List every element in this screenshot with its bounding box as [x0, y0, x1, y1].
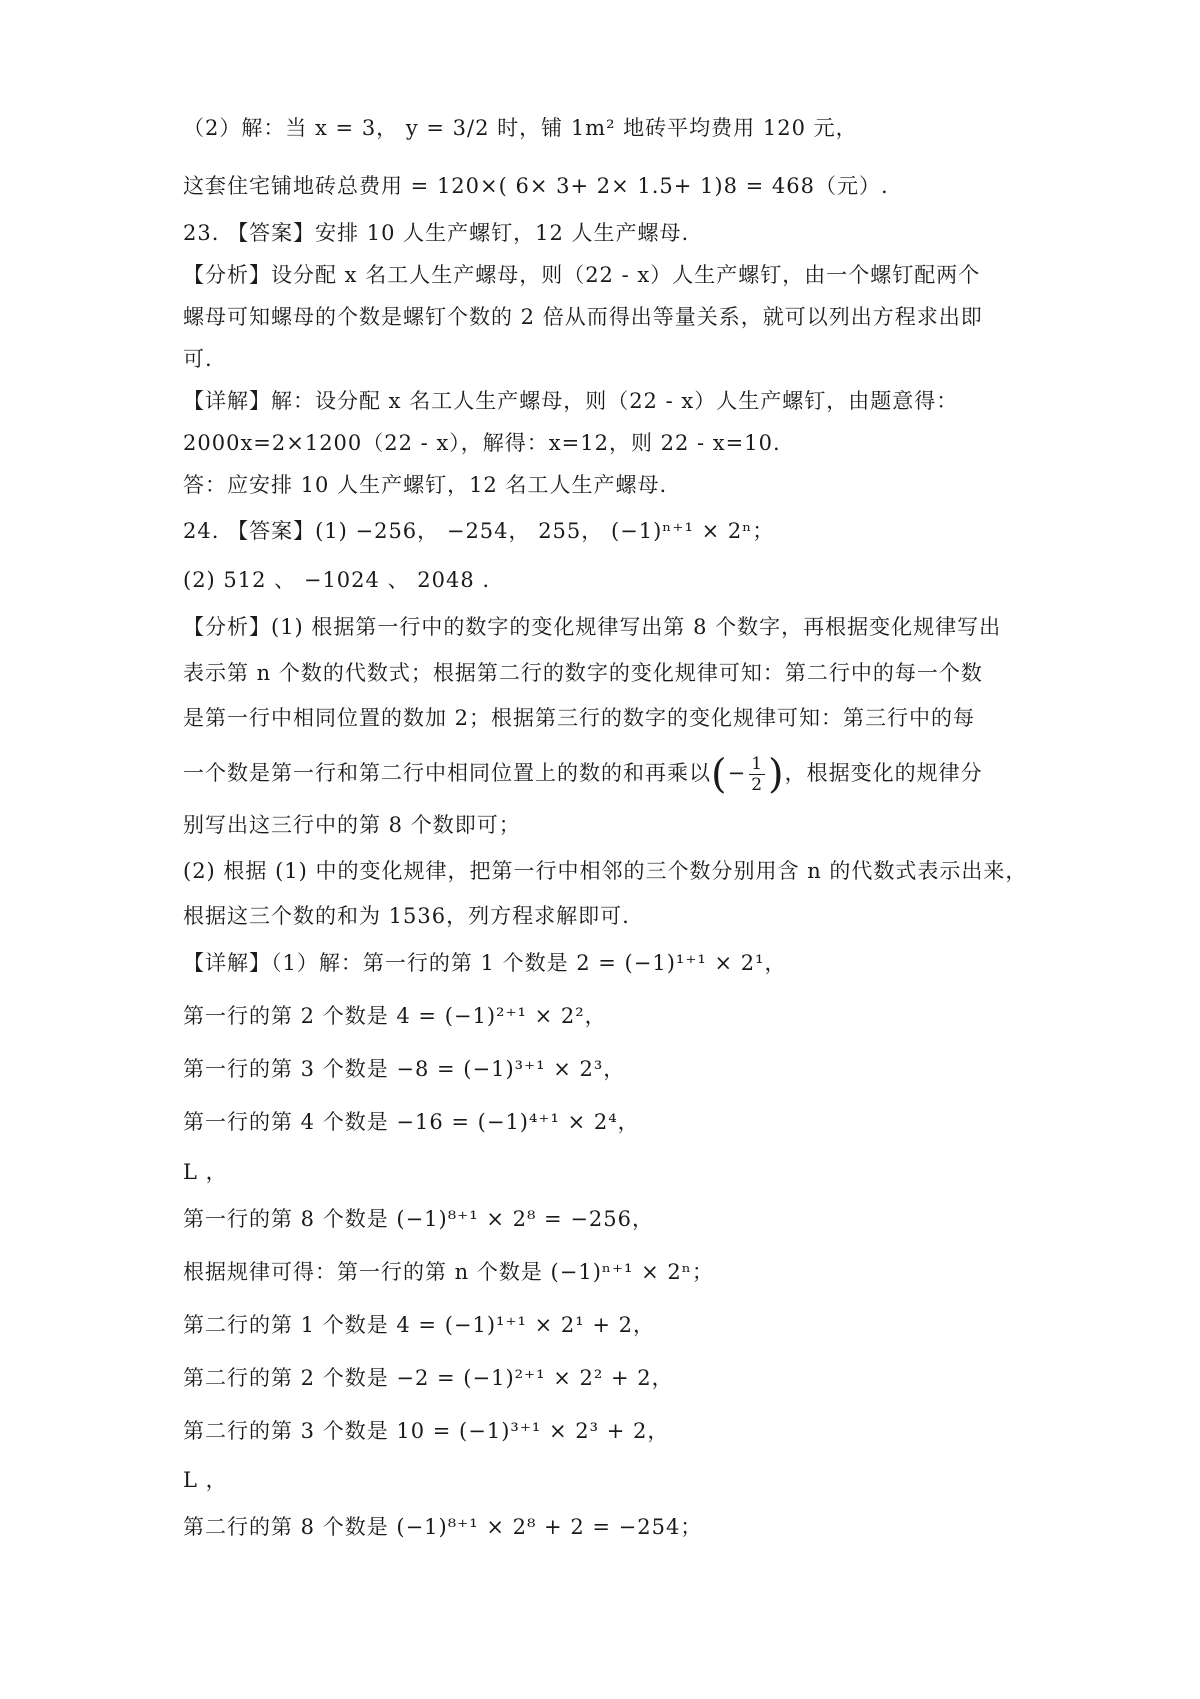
text-line: L ， — [183, 1160, 228, 1184]
text-line: 第一行的第 3 个数是 −8 = (−1)³⁺¹ × 2³， — [183, 1057, 626, 1081]
text-line: 第一行的第 4 个数是 −16 = (−1)⁴⁺¹ × 2⁴， — [183, 1110, 640, 1134]
fraction-one-half — [749, 754, 765, 795]
text-line: 可. — [183, 347, 213, 371]
text-line: 【详解】（1）解：第一行的第 1 个数是 2 = (−1)¹⁺¹ × 2¹， — [183, 951, 787, 975]
text-segment: ，根据变化的规律分 — [784, 761, 983, 785]
text-line: L ， — [183, 1468, 228, 1492]
text-line: 别写出这三行中的第 8 个数即可； — [183, 813, 521, 837]
text-line: (2) 根据 (1) 中的变化规律，把第一行中相邻的三个数分别用含 n 的代数式表示出来， — [183, 859, 1028, 883]
text-line: 第二行的第 1 个数是 4 = (−1)¹⁺¹ × 2¹ + 2， — [183, 1313, 655, 1337]
text-line: 【分析】(1) 根据第一行中的数字的变化规律写出第 8 个数字，再根据变化规律写出 — [183, 615, 1002, 639]
text-line: 这套住宅铺地砖总费用 = 120×( 6× 3+ 2× 1.5+ 1)8 = 468（元）. — [183, 174, 889, 198]
text-line: 表示第 n 个数的代数式；根据第二行的数字的变化规律可知：第二行中的每一个数 — [183, 661, 983, 685]
text-segment: 一个数是第一行和第二行中相同位置上的数的和再乘以 — [183, 761, 711, 785]
minus-sign: − — [727, 761, 747, 785]
text-line: 根据规律可得：第一行的第 n 个数是 (−1)ⁿ⁺¹ × 2ⁿ； — [183, 1260, 714, 1284]
text-line: 第二行的第 8 个数是 (−1)⁸⁺¹ × 2⁸ + 2 = −254； — [183, 1515, 703, 1539]
text-line: 第二行的第 2 个数是 −2 = (−1)²⁺¹ × 2² + 2， — [183, 1366, 674, 1390]
numerator: 1 — [751, 754, 764, 774]
text-line: 第一行的第 8 个数是 (−1)⁸⁺¹ × 2⁸ = −256， — [183, 1207, 654, 1231]
text-line: 答：应安排 10 人生产螺钉，12 名工人生产螺母. — [183, 473, 668, 497]
denominator: 2 — [751, 775, 764, 795]
text-line: 23. 【答案】安排 10 人生产螺钉，12 人生产螺母. — [183, 221, 690, 245]
text-line: 是第一行中相同位置的数加 2；根据第三行的数字的变化规律可知：第三行中的每 — [183, 706, 976, 730]
text-line: （2）解：当 x = 3， y = 3/2 时，铺 1m² 地砖平均费用 120 元， — [183, 116, 858, 140]
text-line: 【详解】解：设分配 x 名工人生产螺母，则（22 - x）人生产螺钉，由题意得： — [183, 389, 959, 413]
text-line: 2000x=2×1200（22 - x），解得：x=12，则 22 - x=10. — [183, 431, 781, 455]
text-line: 根据这三个数的和为 1536，列方程求解即可. — [183, 904, 630, 928]
close-paren: ) — [768, 751, 785, 798]
text-line: 【分析】设分配 x 名工人生产螺母，则（22 - x）人生产螺钉，由一个螺钉配两个 — [183, 263, 981, 287]
text-line: 第一行的第 2 个数是 4 = (−1)²⁺¹ × 2²， — [183, 1004, 607, 1028]
text-line: (2) 512 、 −1024 、 2048 . — [183, 568, 491, 592]
text-line: 第二行的第 3 个数是 10 = (−1)³⁺¹ × 2³ + 2， — [183, 1419, 670, 1443]
open-paren: ( — [711, 751, 728, 798]
text-line: 螺母可知螺母的个数是螺钉个数的 2 倍从而得出等量关系，就可以列出方程求出即 — [183, 305, 983, 329]
text-line-with-fraction — [183, 751, 1043, 798]
text-line: 24. 【答案】(1) −256， −254， 255， (−1)ⁿ⁺¹ × 2ⁿ； — [183, 519, 775, 543]
